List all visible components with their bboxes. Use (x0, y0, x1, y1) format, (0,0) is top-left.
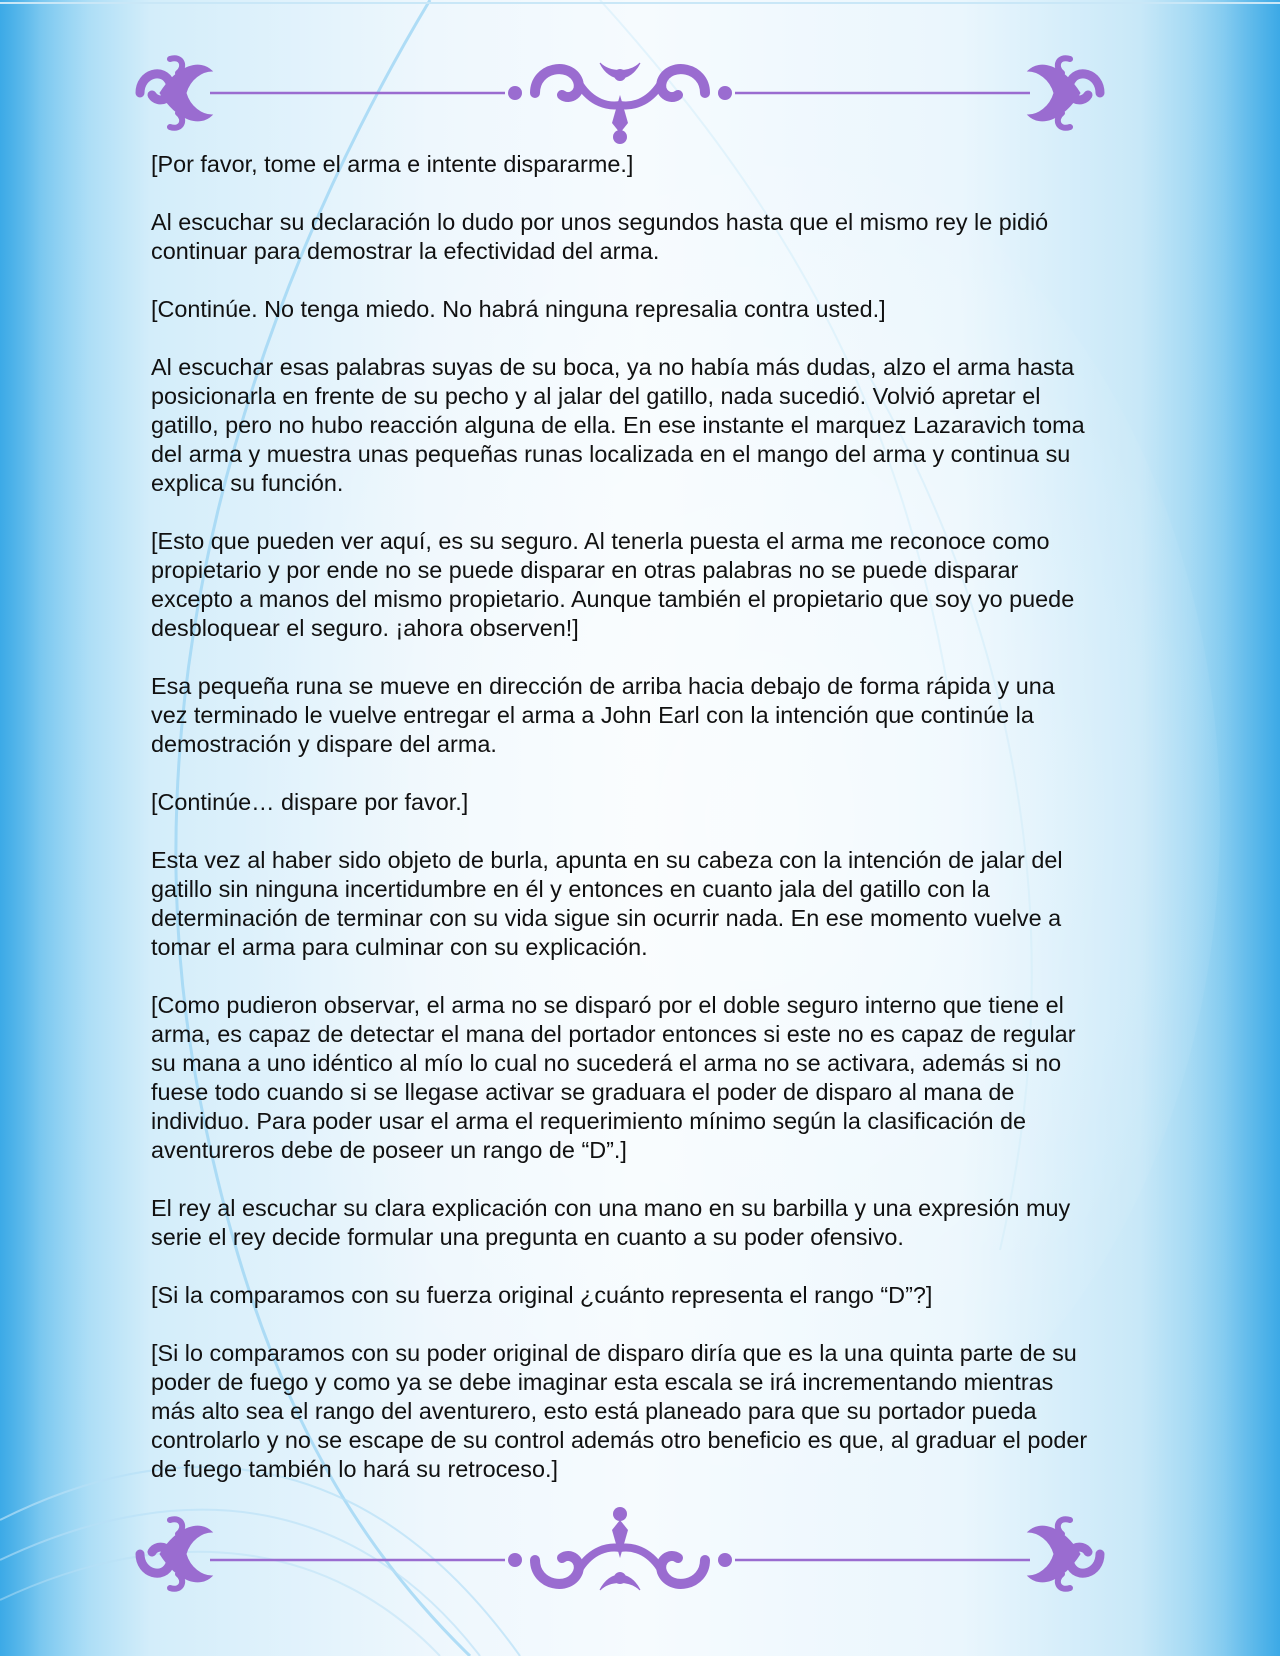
paragraph: [Como pudieron observar, el arma no se disparó por el doble seguro interno que tiene el arma, es capaz de detectar el mana del portador entonces si este no es capaz de regular su mana a uno idéntico al mío lo cual no sucederá el arma no se activara, además si no fuese todo cuando si se llegase activar se graduara el poder de disparo al mana de individuo. Para poder usar el arma el requerimiento mínimo según la clasificación de aventureros debe de poseer un rango de “D”.] (151, 992, 1076, 1163)
paragraph: Esta vez al haber sido objeto de burla, apunta en su cabeza con la intención de jalar del gatillo sin ninguna incertidumbre en él y entonces en cuanto jala del gatillo con la determinación de terminar con su vida sigue sin ocurrir nada. En ese momento vuelve a tomar el arma para culminar con su explicación. (151, 847, 1063, 960)
paragraph: [Continúe… dispare por favor.] (151, 789, 469, 815)
paragraph: Esa pequeña runa se mueve en dirección de arriba hacia debajo de forma rápida y una vez terminado le vuelve entregar el arma a John Earl con la intención que continúe la demostración y dispare del arma. (151, 673, 1055, 757)
paragraph: Al escuchar esas palabras suyas de su boca, ya no había más dudas, alzo el arma hasta posicionarla en frente de su pecho y al jalar del gatillo, nada sucedió. Volvió apretar el gatillo, pero no hubo reacción alguna de ella. En ese instante el marquez Lazaravich toma del arma y muestra unas pequeñas runas localizada en el mango del arma y continua su explica su función. (151, 354, 1085, 496)
paragraph: Al escuchar su declaración lo dudo por unos segundos hasta que el mismo rey le pidió continuar para demostrar la efectividad del arma. (151, 209, 1049, 264)
story-text (151, 150, 1096, 1513)
paragraph: [Esto que pueden ver aquí, es su seguro. Al tenerla puesta el arma me reconoce como propietario y por ende no se puede disparar en otras palabras no se puede disparar excepto a manos del mismo propietario. Aunque también el propietario que soy yo puede desbloquear el seguro. ¡ahora observen!] (151, 528, 1075, 641)
paragraph: [Por favor, tome el arma e intente dispararme.] (151, 151, 634, 177)
paragraph: El rey al escuchar su clara explicación con una mano en su barbilla y una expresión muy serie el rey decide formular una pregunta en cuanto a su poder ofensivo. (151, 1195, 1071, 1250)
bottom-flourish-divider-icon (130, 1502, 1110, 1602)
top-flourish-divider-icon (130, 45, 1110, 145)
paragraph: [Si la comparamos con su fuerza original ¿cuánto representa el rango “D”?] (151, 1282, 933, 1308)
paragraph: [Si lo comparamos con su poder original de disparo diría que es la una quinta parte de su poder de fuego y como ya se debe imaginar esta escala se irá incrementando mientras más alto sea el rango del aventurero, esto está planeado para que su portador pueda controlarlo y no se escape de su control además otro beneficio es que, al graduar el poder de fuego también lo hará su retroceso.] (151, 1340, 1088, 1482)
paragraph: [Continúe. No tenga miedo. No habrá ninguna represalia contra usted.] (151, 296, 886, 322)
